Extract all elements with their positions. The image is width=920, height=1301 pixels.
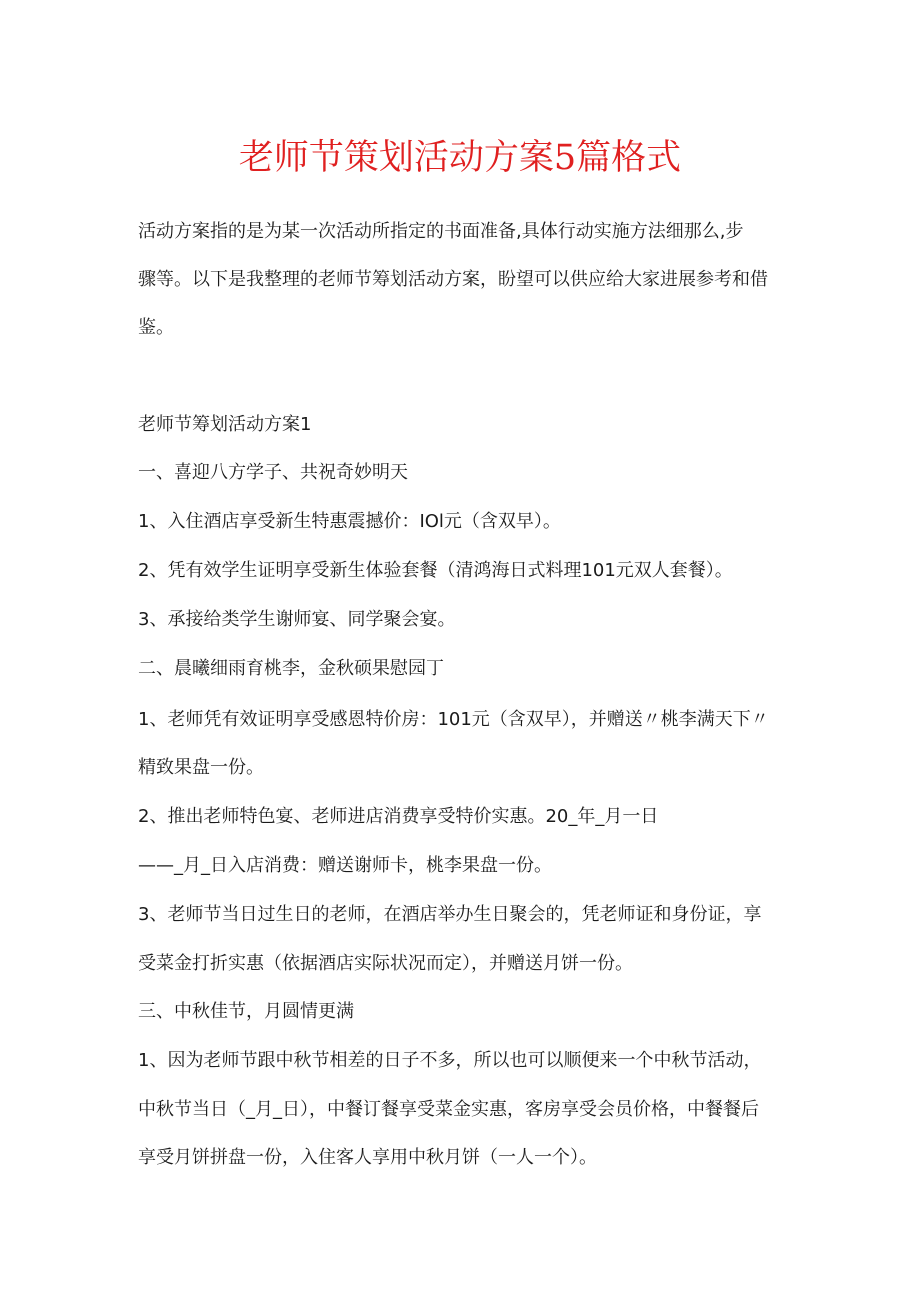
body-line: 2、凭有效学生证明享受新生体验套餐（清鸿海日式料理101元双人套餐）。 [138,560,733,581]
subheading-3: 三、中秋佳节，月圆情更满 [138,1001,354,1022]
body-line: 3、承接给类学生谢师宴、同学聚会宴。 [138,609,456,630]
body-line: 1、老师凭有效证明享受感恩特价房：101元（含双早），并赠送〃桃李满天下〃 [138,709,769,730]
intro-line: 骤等。以下是我整理的老师节筹划活动方案，盼望可以供应给大家进展参考和借 [138,269,768,290]
body-line: 中秋节当日（_月_日），中餐订餐享受菜金实惠，客房享受会员价格，中餐餐后 [138,1099,759,1120]
intro-line: 鉴。 [138,317,174,338]
body-line: 1、入住酒店享受新生特惠震撼价：IOl元（含双早）。 [138,511,561,532]
body-line: 精致果盘一份。 [138,757,264,778]
body-line: ——_月_日入店消费：赠送谢师卡，桃李果盘一份。 [138,855,552,876]
subheading-1: 一、喜迎八方学子、共祝奇妙明天 [138,462,408,483]
body-line: 享受月饼拼盘一份，入住客人享用中秋月饼（一人一个）。 [138,1147,597,1168]
document-title: 老师节策划活动方案5篇格式 [238,138,682,178]
intro-line: 活动方案指的是为某一次活动所指定的书面准备,具体行动实施方法细那么,步 [138,221,744,242]
body-line: 2、推出老师特色宴、老师进店消费享受特价实惠。20_年_月一日 [138,806,659,827]
subheading-2: 二、晨曦细雨育桃李，金秋硕果慰园丁 [138,658,444,679]
body-line: 3、老师节当日过生日的老师，在酒店举办生日聚会的，凭老师证和身份证，享 [138,904,762,925]
body-line: 受菜金打折实惠（依据酒店实际状况而定），并赠送月饼一份。 [138,953,633,974]
section-heading: 老师节筹划活动方案1 [138,414,312,435]
body-line: 1、因为老师节跟中秋节相差的日子不多，所以也可以顺便来一个中秋节活动， [138,1050,762,1071]
